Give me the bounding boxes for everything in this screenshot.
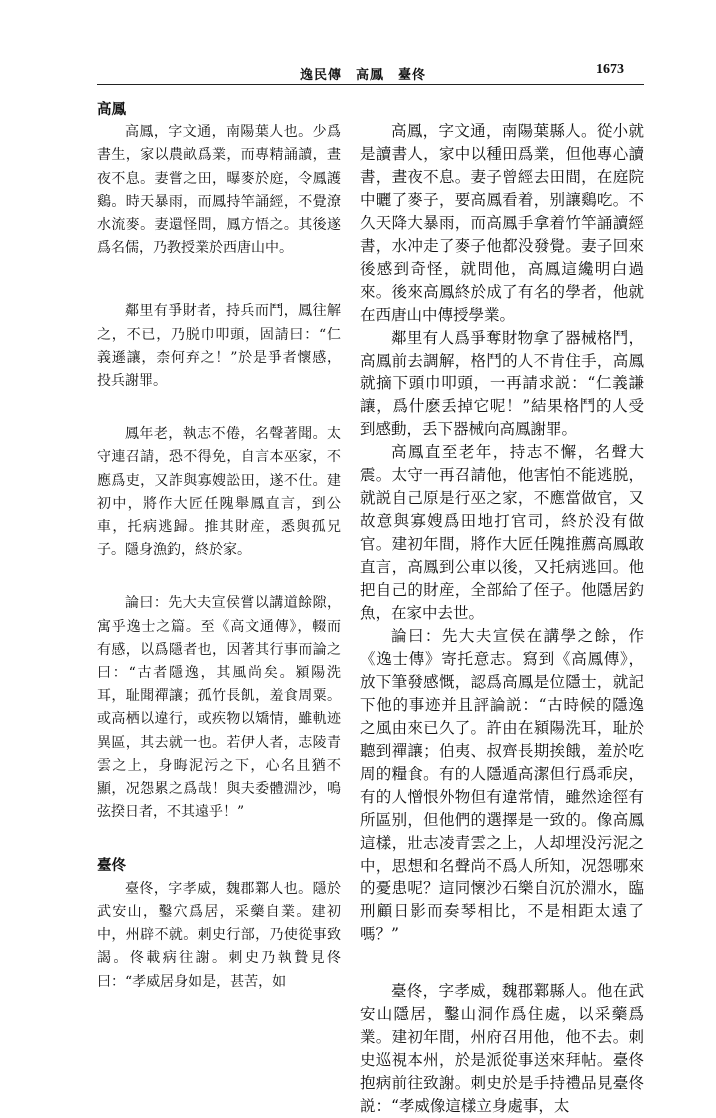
translation-paragraph: 高鳳直至老年，持志不懈，名聲大震。太守一再召請他，他害怕不能逃脱，就説自己原是行巫之家，不應當做官，又故意與寡嫂爲田地打官司，終於没有做官。建初年間，將作大匠任隗推薦高鳳敢直言，高鳳到公車以後，又托病逃回。他把自己的財産，全部給了侄子。他隱居釣魚，在家中去世。 [360,443,644,623]
section-heading-taitong: 臺佟 [97,857,126,875]
classical-paragraph: 鳳年老，執志不倦，名聲著聞。太守連召請，恐不得免，自言本巫家，不應爲吏，又詐與寡嫂訟田，遂不仕。建初中，將作大匠任隗舉鳳直言，到公車，托病逃歸。推其財産，悉與孤兄子。隱身漁釣，終於家。 [97,426,341,559]
running-header-title: 逸民傳 高鳳 臺佟 [300,68,427,83]
translation-paragraph: 高鳳，字文通，南陽葉縣人。從小就是讀書人，家中以種田爲業，但他專心讀書，晝夜不息。妻子曾經去田間，在庭院中曬了麥子，要高鳳看着，别讓鷄吃。不久天降大暴雨，而高鳳手拿着竹竿誦讀經書，水冲走了麥子他都没發覺。妻子回來後感到奇怪，就問他，高鳳這纔明白過來。後來高鳳終於成了有名的學者，他就在西唐山中傳授學業。 [360,122,644,324]
header-rule [97,84,644,85]
page-number: 1673 [596,62,624,77]
translation-paragraph: 臺佟，字孝威，魏郡鄴縣人。他在武安山隱居，鑿山洞作爲住處，以采藥爲業。建初年間，州府召用他，他不去。刺史巡視本州，於是派從事送來拜帖。臺佟抱病前往致謝。刺史於是手持禮品見臺佟説：“孝威像這樣立身處事，太 [360,982,644,1116]
translation-paragraph: 論曰：先大夫宣侯在講學之餘，作《逸士傳》寄托意志。寫到《高鳳傳》，放下筆發感慨，認爲高鳳是位隱士，就記下他的事迹并且評論説：“古時候的隱逸之風由來已久了。許由在潁陽洗耳，耻於聽到禪讓；伯夷、叔齊長期挨餓，羞於吃周的糧食。有的人隱遁高潔但行爲乖戾，有的人憎恨外物但有違常情，雖然途徑有所區别，但他們的選擇是一致的。像高鳳這樣，壯志凌青雲之上，人却埋没污泥之中，思想和名聲尚不爲人所知，况怨哪來的憂患呢？這同懷沙石樂自沉於淵水，臨刑顧日影而奏琴相比，不是相距太遠了嗎？” [360,626,644,944]
classical-paragraph: 臺佟，字孝威，魏郡鄴人也。隱於武安山，鑿穴爲居，采藥自業。建初中，州辟不就。刺史行部，乃使從事致謁。佟載病往謝。刺史乃執贄見佟曰：“孝威居身如是，甚苦，如 [97,880,341,990]
section-heading-gaofeng: 高鳳 [97,101,126,118]
classical-text-column [97,98,341,994]
translation-paragraph: 鄰里有人爲爭奪財物拿了器械格鬥，高鳳前去調解，格鬥的人不肯住手，高鳳就摘下頭巾叩頭，一再請求説：“仁義謙讓，爲什麽丢掉它呢！”結果格鬥的人受到感動，丢下器械向高鳳謝罪。 [360,328,644,439]
classical-paragraph: 高鳳，字文通，南陽葉人也。少爲書生，家以農畝爲業，而專精誦讀，晝夜不息。妻嘗之田，曝麥於庭，令鳳護鷄。時天暴雨，而鳳持竿誦經，不覺潦水流麥。妻還怪問，鳳方悟之。其後遂爲名儒，乃教授業於西唐山中。 [97,124,341,257]
classical-paragraph: 論曰：先大夫宣侯嘗以講道餘隙，寓乎逸士之篇。至《高文通傳》，輟而有感，以爲隱者也，因著其行事而論之曰：“古者隱逸，其風尚矣。潁陽洗耳，耻聞禪讓；孤竹長飢，羞食周粟。或高栖以違行，或疾物以矯情，雖軌迹異區，其去就一也。若伊人者，志陵青雲之上，身晦泥污之下，心名且猶不顯，况怨累之爲哉！與夫委體淵沙，鳴弦揆日者，不其遠乎！” [97,595,341,821]
classical-paragraph: 鄰里有爭財者，持兵而鬥，鳳往解之，不已，乃脱巾叩頭，固請曰：“仁義遜讓，柰何弃之！”於是爭者懷感，投兵謝罪。 [97,303,341,390]
vernacular-translation-column [360,120,644,1118]
